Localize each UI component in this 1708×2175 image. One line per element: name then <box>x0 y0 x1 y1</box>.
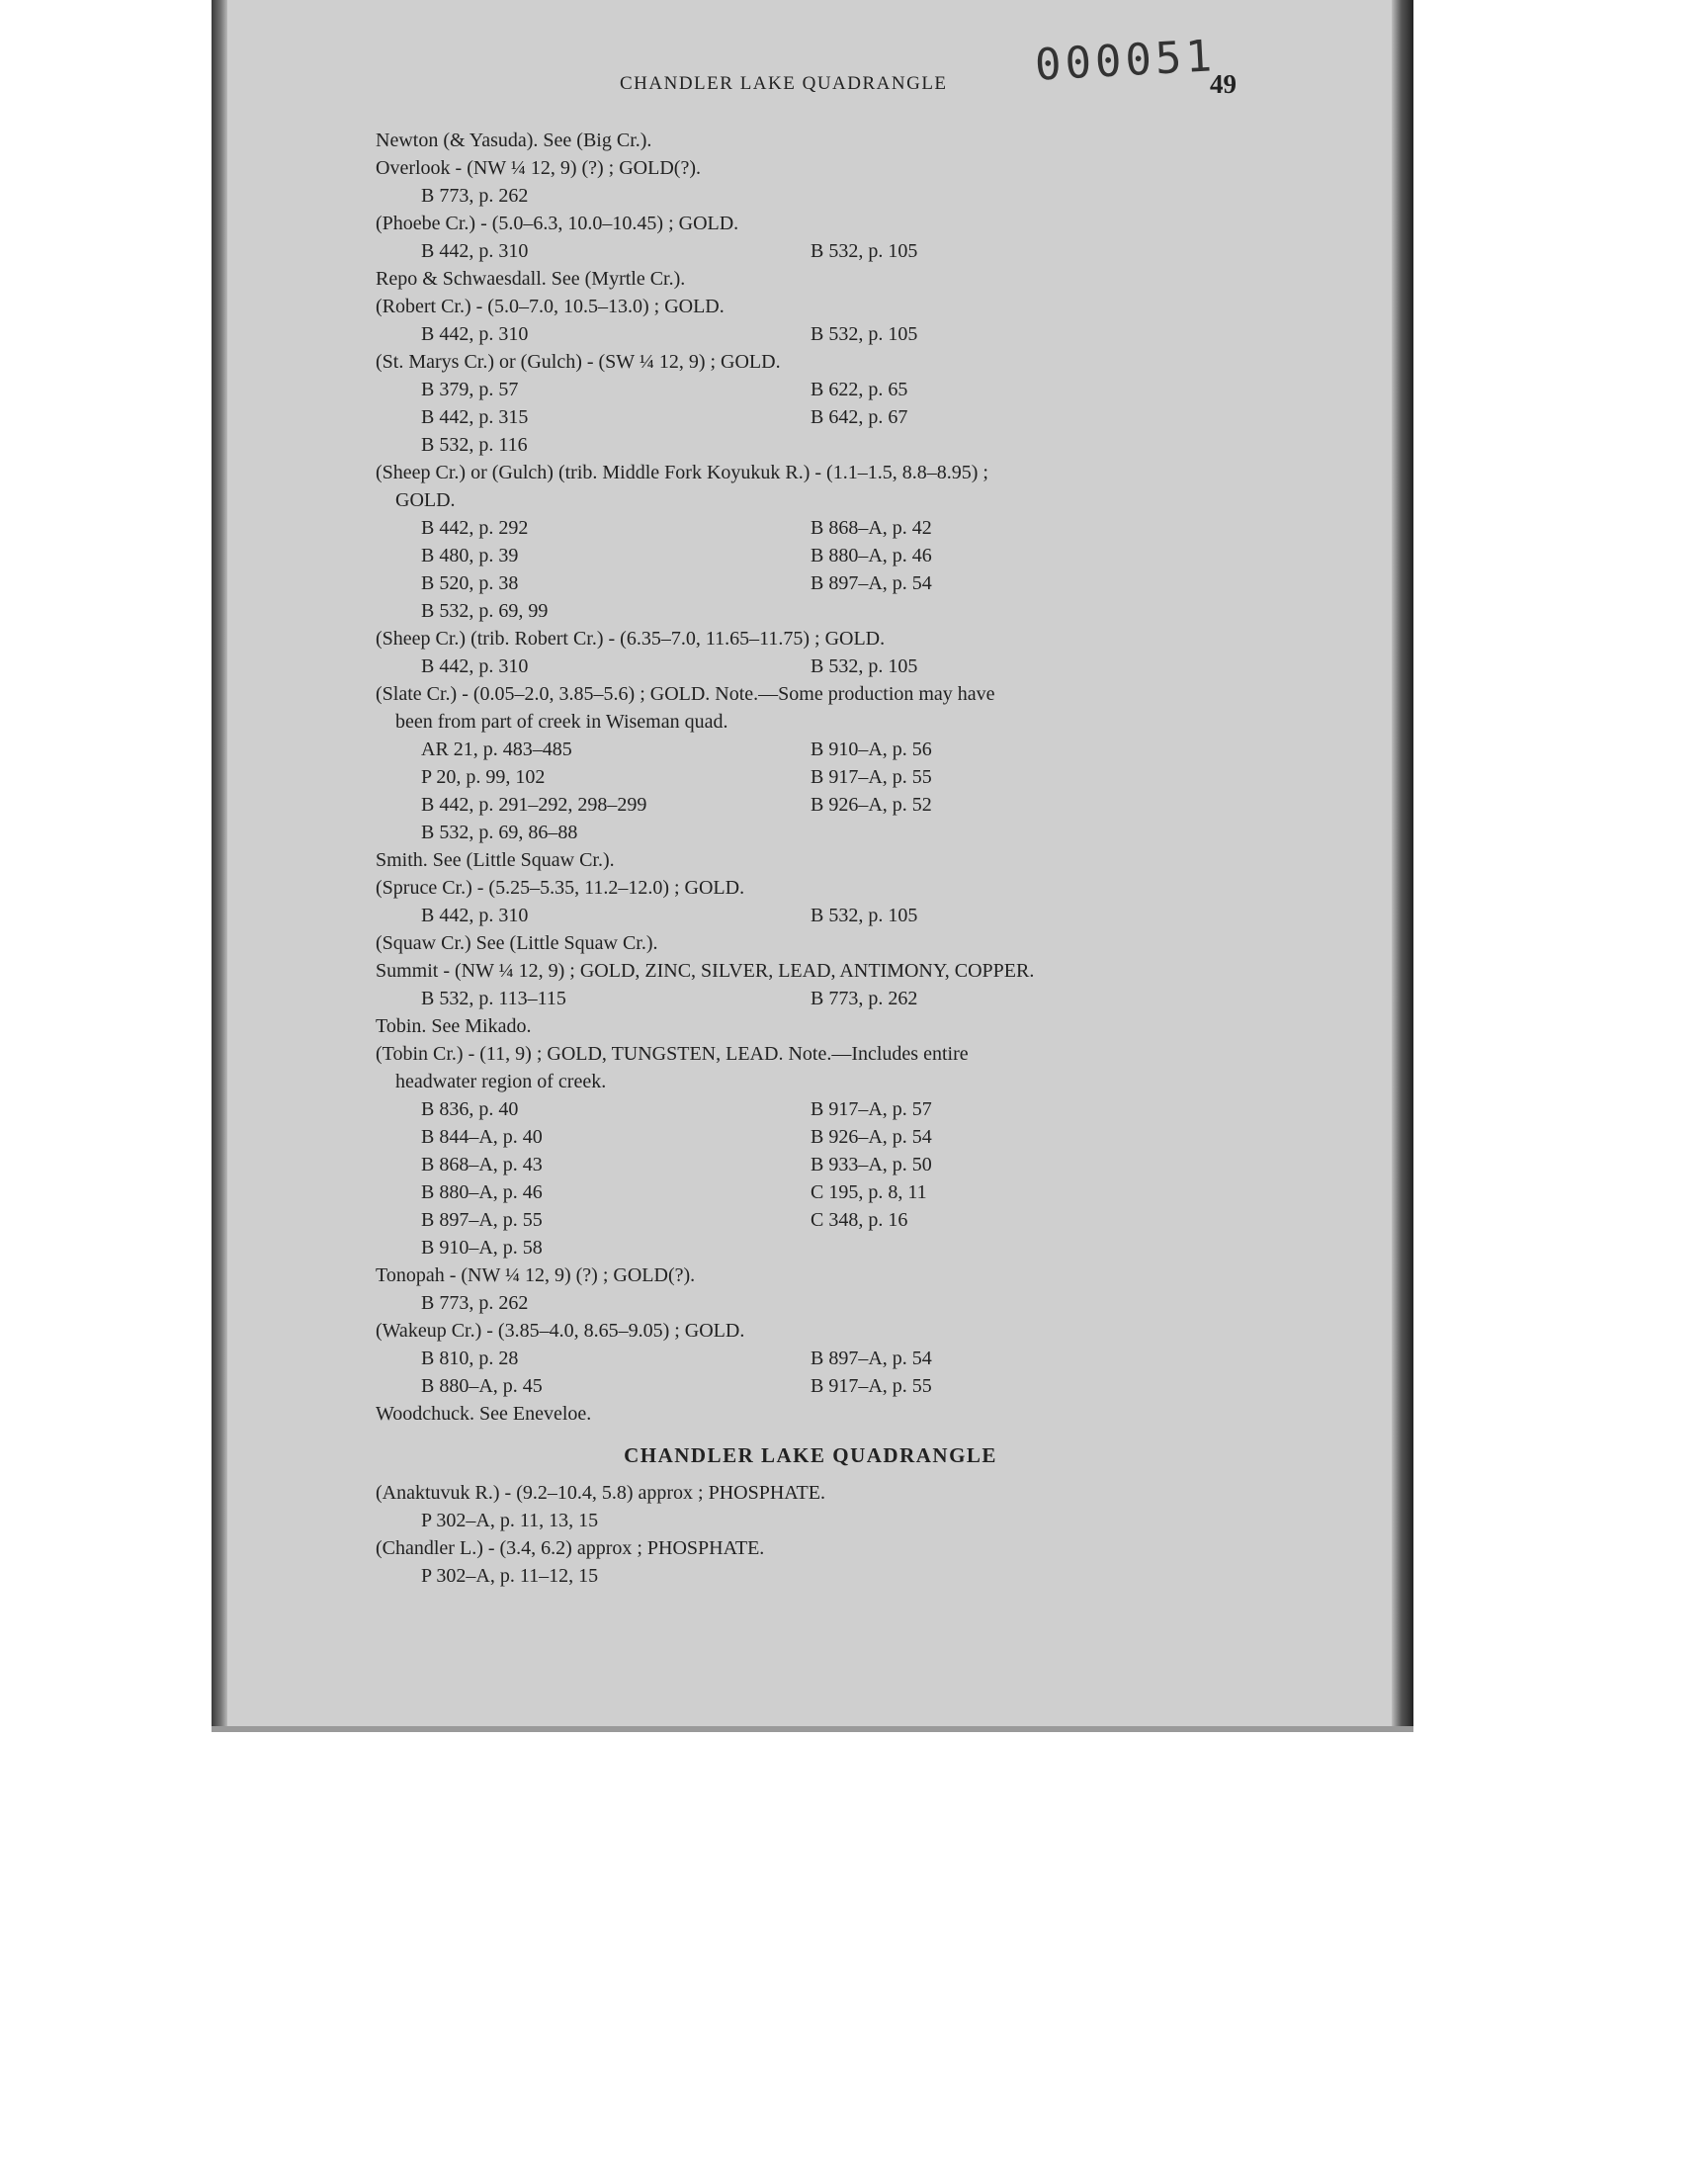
index-entry <box>376 929 1245 957</box>
reference-left: B 880–A, p. 45 <box>421 1375 543 1397</box>
entries-list-part2 <box>376 1479 1245 1590</box>
entry-heading-continuation: GOLD. <box>395 489 456 511</box>
reference-right <box>811 819 1226 846</box>
document-body <box>376 127 1245 1590</box>
reference-right: B 532, p. 105 <box>811 240 918 262</box>
reference-row <box>376 431 1245 459</box>
reference-left: B 910–A, p. 58 <box>421 1237 543 1259</box>
reference-right <box>811 1289 1226 1317</box>
reference-right: B 917–A, p. 55 <box>811 1375 932 1397</box>
index-entry <box>376 1400 1245 1428</box>
reference-right: B 532, p. 105 <box>811 655 918 677</box>
reference-right: C 348, p. 16 <box>811 1209 908 1231</box>
entry-heading: Overlook - (NW ¼ 12, 9) (?) ; GOLD(?). <box>376 157 701 179</box>
entry-heading: (Spruce Cr.) - (5.25–5.35, 11.2–12.0) ; GOLD. <box>376 877 745 899</box>
reference-left: B 442, p. 310 <box>421 905 529 926</box>
reference-row <box>376 1507 1245 1534</box>
index-entry <box>376 874 1245 929</box>
scanned-page <box>212 0 1413 1732</box>
index-entry <box>376 957 1245 1012</box>
reference-row <box>376 1372 1245 1400</box>
reference-left: B 480, p. 39 <box>421 545 519 566</box>
index-entry <box>376 1534 1245 1590</box>
index-entry <box>376 1012 1245 1040</box>
entry-heading: (Squaw Cr.) See (Little Squaw Cr.). <box>376 932 658 954</box>
reference-left: B 880–A, p. 46 <box>421 1181 543 1203</box>
index-entry <box>376 625 1245 680</box>
reference-left: B 773, p. 262 <box>421 185 529 207</box>
reference-right: B 642, p. 67 <box>811 406 908 428</box>
reference-right: B 880–A, p. 46 <box>811 545 932 566</box>
reference-right <box>811 182 1226 210</box>
reference-right: B 926–A, p. 52 <box>811 794 932 816</box>
reference-row <box>376 1289 1245 1317</box>
entries-list-part1 <box>376 127 1245 1428</box>
page-number: 49 <box>1210 69 1237 99</box>
reference-right: C 195, p. 8, 11 <box>811 1181 927 1203</box>
entry-heading: Woodchuck. See Eneveloe. <box>376 1403 592 1425</box>
reference-left: B 442, p. 292 <box>421 517 529 539</box>
reference-right <box>811 597 1226 625</box>
reference-left: P 20, p. 99, 102 <box>421 766 546 788</box>
reference-row <box>376 1562 1245 1590</box>
reference-row <box>376 542 1245 569</box>
reference-row <box>376 1234 1245 1262</box>
page-right-edge <box>1392 0 1413 1732</box>
entry-heading: (Slate Cr.) - (0.05–2.0, 3.85–5.6) ; GOLD. Note.—Some production may have <box>376 683 995 705</box>
reference-left: P 302–A, p. 11, 13, 15 <box>421 1510 599 1531</box>
index-entry <box>376 1479 1245 1534</box>
index-entry <box>376 154 1245 210</box>
section-title: CHANDLER LAKE QUADRANGLE <box>624 1443 997 1467</box>
reference-right <box>811 1234 1226 1262</box>
reference-row <box>376 320 1245 348</box>
reference-row <box>376 819 1245 846</box>
reference-right <box>811 1562 1226 1590</box>
entry-heading: Repo & Schwaesdall. See (Myrtle Cr.). <box>376 268 686 290</box>
index-entry <box>376 265 1245 293</box>
index-entry <box>376 1262 1245 1317</box>
index-entry <box>376 846 1245 874</box>
reference-left: B 532, p. 113–115 <box>421 988 566 1009</box>
entry-heading-continuation: been from part of creek in Wiseman quad. <box>395 711 728 733</box>
entry-heading: (Chandler L.) - (3.4, 6.2) approx ; PHOSPHATE. <box>376 1537 765 1559</box>
reference-row <box>376 791 1245 819</box>
entry-heading: (Wakeup Cr.) - (3.85–4.0, 8.65–9.05) ; GOLD. <box>376 1320 745 1342</box>
binding-edge <box>212 0 227 1732</box>
reference-left: B 442, p. 291–292, 298–299 <box>421 794 647 816</box>
reference-left: B 810, p. 28 <box>421 1348 519 1369</box>
reference-row <box>376 985 1245 1012</box>
entry-heading-continuation: headwater region of creek. <box>395 1071 607 1092</box>
entry-heading: (St. Marys Cr.) or (Gulch) - (SW ¼ 12, 9) ; GOLD. <box>376 351 781 373</box>
reference-right: B 910–A, p. 56 <box>811 739 932 760</box>
reference-right: B 532, p. 105 <box>811 905 918 926</box>
entry-heading: (Tobin Cr.) - (11, 9) ; GOLD, TUNGSTEN, LEAD. Note.—Includes entire <box>376 1043 969 1065</box>
entry-heading: (Phoebe Cr.) - (5.0–6.3, 10.0–10.45) ; GOLD. <box>376 213 739 234</box>
entry-heading: Smith. See (Little Squaw Cr.). <box>376 849 615 871</box>
reference-row <box>376 569 1245 597</box>
reference-left: B 532, p. 69, 99 <box>421 600 549 622</box>
reference-right: B 917–A, p. 55 <box>811 766 932 788</box>
entry-heading: (Sheep Cr.) (trib. Robert Cr.) - (6.35–7.0, 11.65–11.75) ; GOLD. <box>376 628 886 650</box>
reference-row <box>376 1206 1245 1234</box>
reference-right: B 868–A, p. 42 <box>811 517 932 539</box>
reference-left: B 442, p. 310 <box>421 240 529 262</box>
reference-left: AR 21, p. 483–485 <box>421 739 572 760</box>
reference-row <box>376 182 1245 210</box>
reference-right <box>811 431 1226 459</box>
reference-left: B 844–A, p. 40 <box>421 1126 543 1148</box>
reference-right: B 926–A, p. 54 <box>811 1126 932 1148</box>
index-entry <box>376 1317 1245 1400</box>
reference-left: B 868–A, p. 43 <box>421 1154 543 1175</box>
reference-left: B 836, p. 40 <box>421 1098 519 1120</box>
index-entry <box>376 348 1245 459</box>
entry-heading: Tonopah - (NW ¼ 12, 9) (?) ; GOLD(?). <box>376 1264 696 1286</box>
reference-row <box>376 763 1245 791</box>
entry-heading: Summit - (NW ¼ 12, 9) ; GOLD, ZINC, SILVER, LEAD, ANTIMONY, COPPER. <box>376 960 1035 982</box>
entry-heading: (Sheep Cr.) or (Gulch) (trib. Middle Fork Koyukuk R.) - (1.1–1.5, 8.8–8.95) ; <box>376 462 988 483</box>
reference-left: B 442, p. 310 <box>421 323 529 345</box>
reference-row <box>376 652 1245 680</box>
reference-left: B 773, p. 262 <box>421 1292 529 1314</box>
reference-row <box>376 237 1245 265</box>
running-title: CHANDLER LAKE QUADRANGLE <box>620 73 948 94</box>
entry-heading: Tobin. See Mikado. <box>376 1015 532 1037</box>
reference-row <box>376 1151 1245 1178</box>
entry-heading: (Anaktuvuk R.) - (9.2–10.4, 5.8) approx ; PHOSPHATE. <box>376 1482 825 1504</box>
reference-row <box>376 1123 1245 1151</box>
reference-row <box>376 403 1245 431</box>
reference-row <box>376 514 1245 542</box>
reference-left: B 532, p. 116 <box>421 434 528 456</box>
index-entry <box>376 680 1245 846</box>
reference-row <box>376 1345 1245 1372</box>
reference-left: B 532, p. 69, 86–88 <box>421 822 578 843</box>
entry-heading: (Robert Cr.) - (5.0–7.0, 10.5–13.0) ; GOLD. <box>376 296 725 317</box>
reference-row <box>376 1178 1245 1206</box>
reference-right: B 917–A, p. 57 <box>811 1098 932 1120</box>
reference-right <box>811 1507 1226 1534</box>
reference-right: B 622, p. 65 <box>811 379 908 400</box>
reference-left: B 442, p. 315 <box>421 406 529 428</box>
reference-row <box>376 597 1245 625</box>
reference-right: B 897–A, p. 54 <box>811 572 932 594</box>
reference-right: B 773, p. 262 <box>811 988 918 1009</box>
page-bottom-edge <box>212 1726 1413 1732</box>
reference-left: B 379, p. 57 <box>421 379 519 400</box>
index-entry <box>376 293 1245 348</box>
reference-left: B 520, p. 38 <box>421 572 519 594</box>
index-entry <box>376 459 1245 625</box>
reference-row <box>376 736 1245 763</box>
reference-row <box>376 902 1245 929</box>
reference-row <box>376 1095 1245 1123</box>
stamp-number: 000051 <box>1033 31 1218 91</box>
reference-left: B 897–A, p. 55 <box>421 1209 543 1231</box>
index-entry <box>376 127 1245 154</box>
index-entry <box>376 1040 1245 1262</box>
entry-heading: Newton (& Yasuda). See (Big Cr.). <box>376 130 652 151</box>
reference-row <box>376 376 1245 403</box>
reference-right: B 933–A, p. 50 <box>811 1154 932 1175</box>
reference-right: B 897–A, p. 54 <box>811 1348 932 1369</box>
index-entry <box>376 210 1245 265</box>
reference-left: P 302–A, p. 11–12, 15 <box>421 1565 599 1587</box>
reference-right: B 532, p. 105 <box>811 323 918 345</box>
reference-left: B 442, p. 310 <box>421 655 529 677</box>
